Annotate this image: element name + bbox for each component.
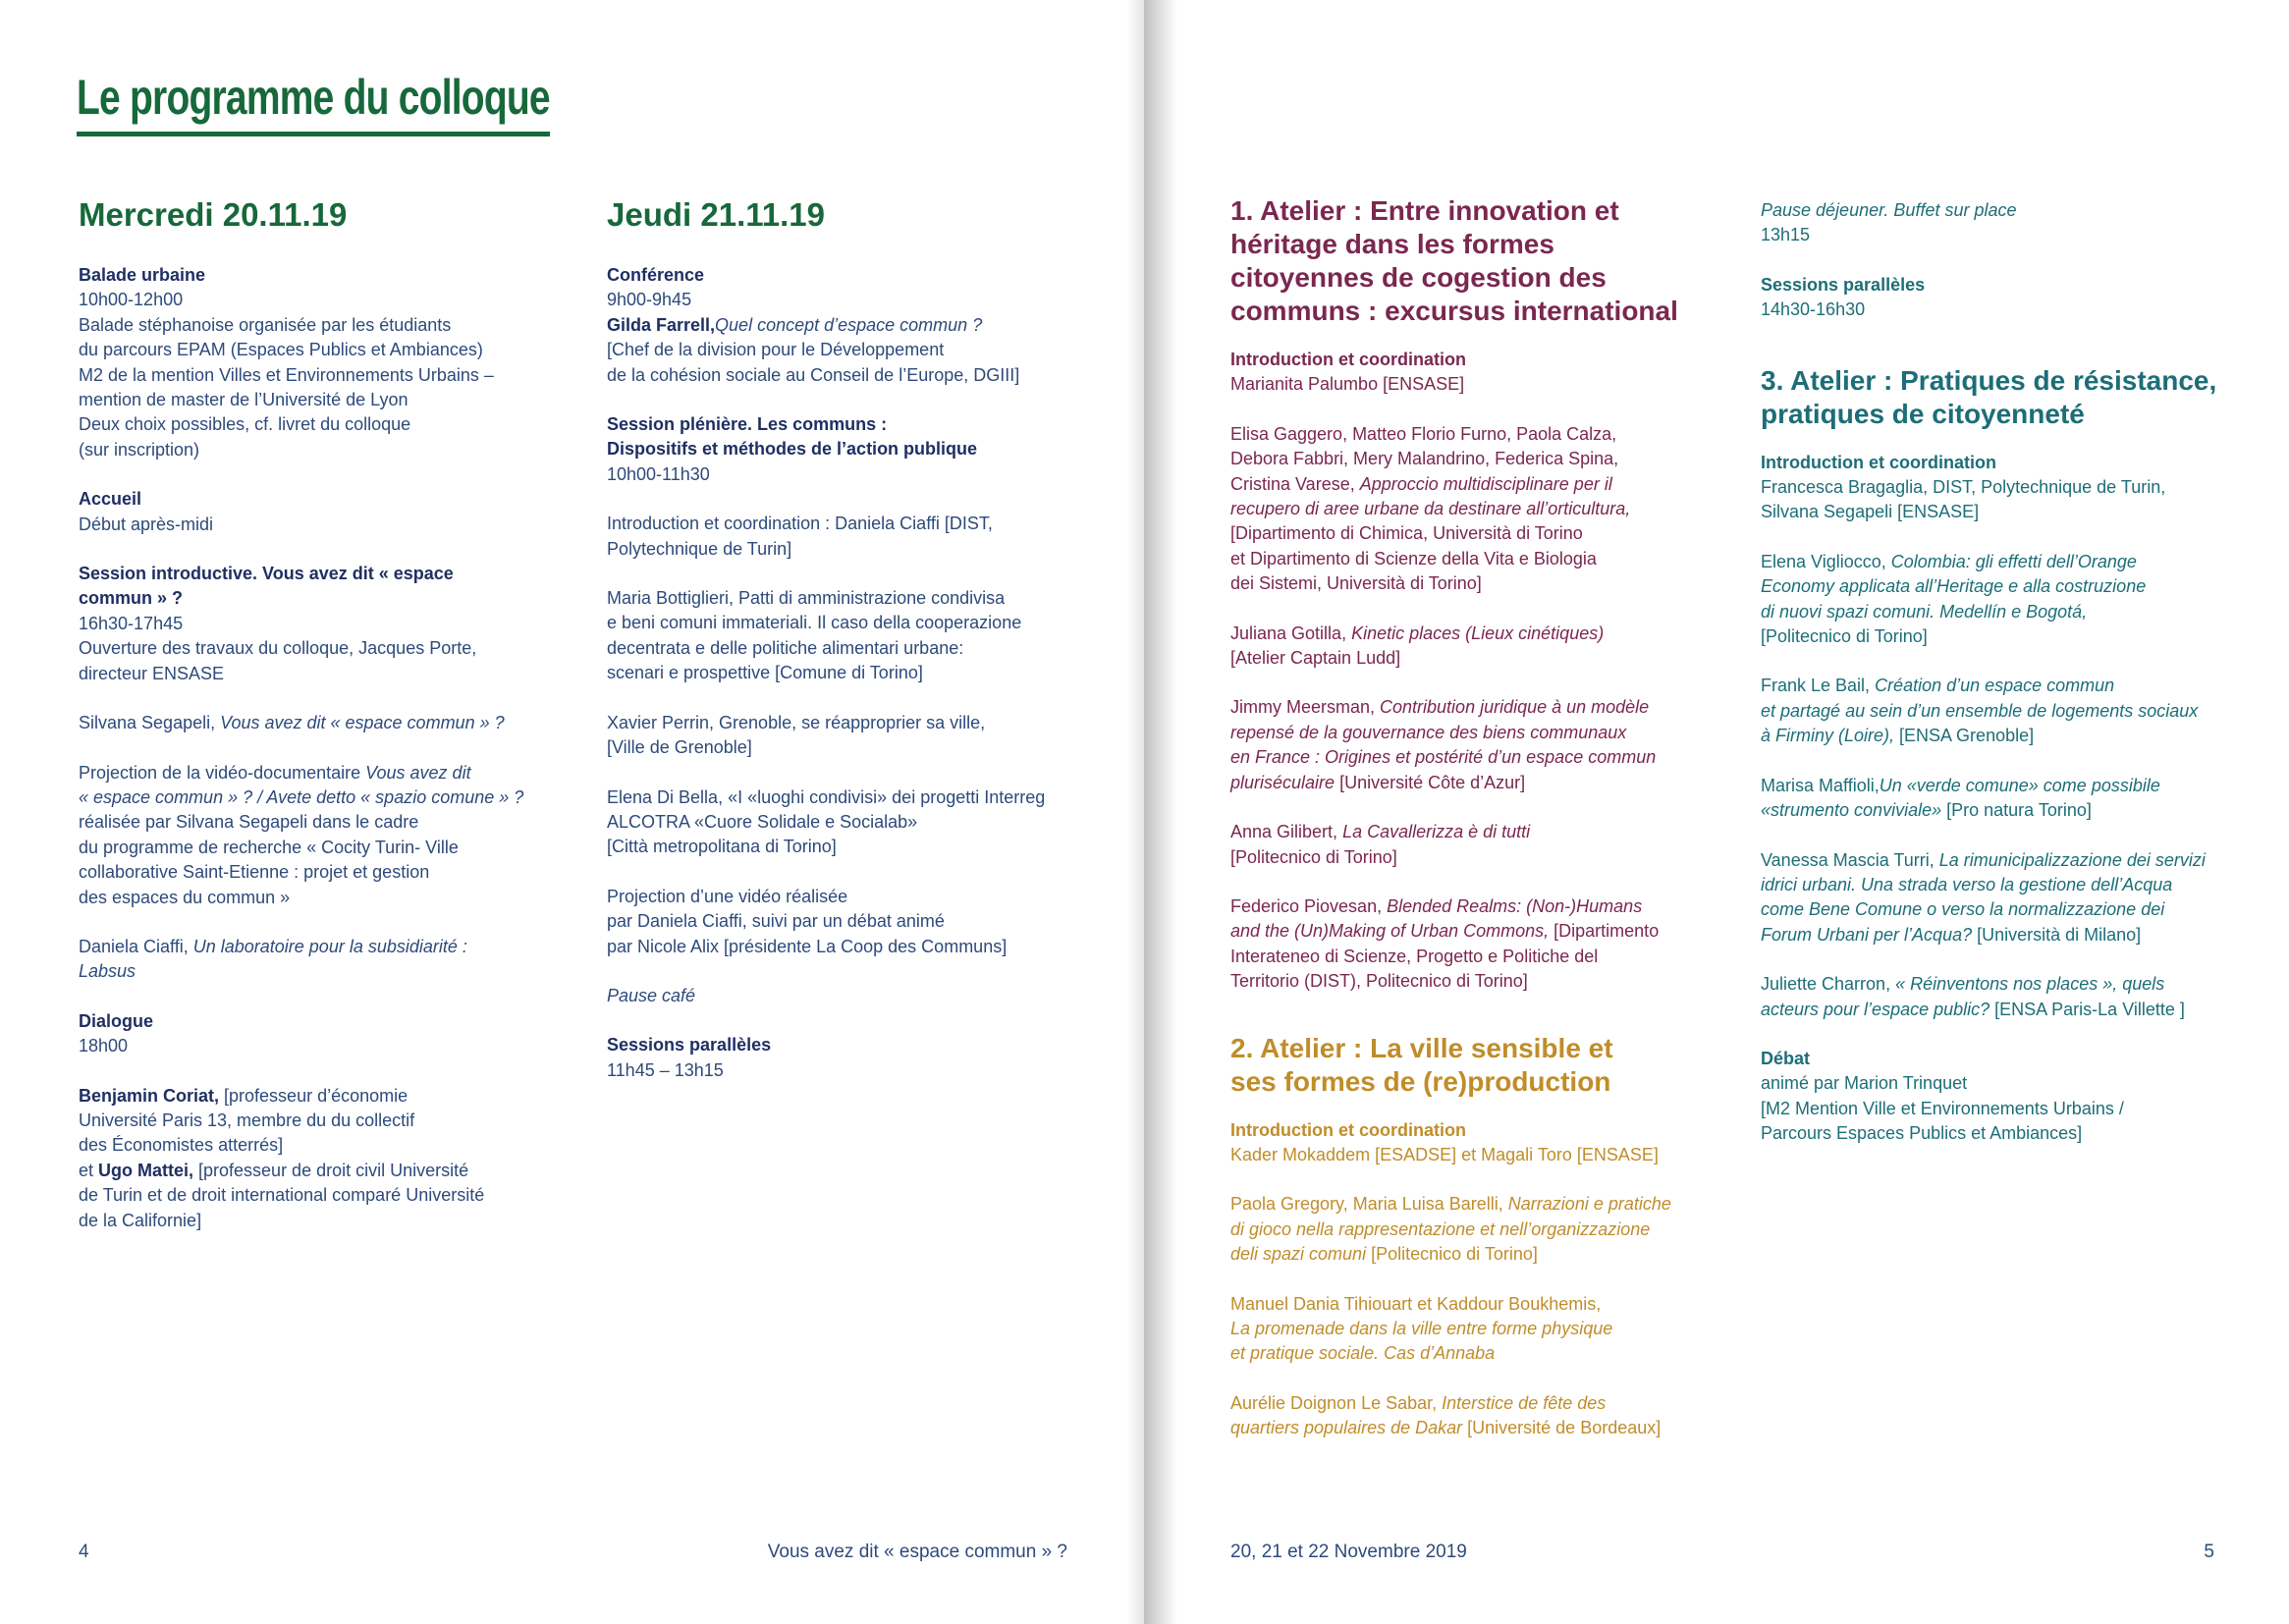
entry-line: Interateneo di Scienze, Progetto e Politiche del: [1230, 946, 1599, 966]
gutter-shadow: [1144, 0, 1177, 1624]
ateliers-column-2: [1761, 198, 2252, 1171]
sessions-paralleles-afternoon: [1761, 273, 2252, 323]
entry-line: et pratique sociale. Cas d’Annaba: [1230, 1343, 1496, 1364]
entry-heading: Session plénière. Les communs :: [607, 414, 888, 435]
entry-line: Pause déjeuner. Buffet sur place: [1761, 200, 2017, 220]
entry-line: et partagé au sein d’un ensemble de logements sociaux: [1761, 700, 2199, 721]
entry-line: Début après-midi: [79, 514, 214, 534]
atelier-3-talk: [1761, 674, 2252, 748]
entry-line: Maria Bottiglieri, Patti di amministrazione condivisa: [607, 588, 1006, 609]
page-number-left: 4: [79, 1542, 89, 1562]
atelier-2-title: 2. Atelier : La ville sensible et ses formes de (re)production: [1230, 1032, 1613, 1097]
entry-line: du parcours EPAM (Espaces Publics et Ambiances): [79, 340, 483, 360]
atelier-1-talk: [1230, 820, 1721, 870]
entry-line: mention de master de l’Université de Lyon: [79, 390, 409, 410]
entry-line: Parcours Espaces Publics et Ambiances]: [1761, 1123, 2083, 1144]
entry-line: Debora Fabbri, Mery Malandrino, Federica Spina,: [1230, 449, 1619, 469]
entry-heading: Sessions parallèles: [1761, 274, 1926, 295]
atelier-1-intro: [1230, 348, 1721, 398]
entry-line: «strumento conviviale» [Pro natura Torino]: [1761, 800, 2092, 821]
entry-heading: Balade urbaine: [79, 265, 206, 285]
program-entry-projection: [79, 761, 570, 910]
entry-line: « espace commun » ? / Avete detto « spazio comune » ?: [79, 786, 524, 807]
entry-line: Federico Piovesan, Blended Realms: (Non-)Humans: [1230, 895, 1643, 916]
atelier-2-talk: [1230, 1292, 1721, 1367]
entry-line: Forum Urbani per l’Acqua? [Università di Milano]: [1761, 924, 2142, 945]
entry-line: Benjamin Coriat, [professeur d’économie: [79, 1085, 409, 1106]
entry-heading: Introduction et coordination: [1761, 452, 1996, 472]
entry-line: Juliana Gotilla, Kinetic places (Lieux cinétiques): [1230, 623, 1605, 643]
atelier-3-talk: [1761, 972, 2252, 1022]
entry-heading: Introduction et coordination: [1230, 350, 1466, 369]
entry-line: des espaces du commun »: [79, 887, 291, 907]
atelier-2-talk: [1230, 1192, 1721, 1267]
entry-heading: Accueil: [79, 489, 142, 510]
ateliers-column-1: [1230, 194, 1721, 1466]
program-entry-pleniere: [607, 412, 1117, 487]
entry-line: 18h00: [79, 1036, 129, 1056]
atelier-1: [1230, 194, 1721, 995]
entry-line: di gioco nella rappresentazione et nell’organizzazione: [1230, 1218, 1651, 1239]
atelier-1-talk: [1230, 894, 1721, 995]
entry-line: des Économistes atterrés]: [79, 1135, 284, 1156]
entry-line: Economy applicata all’Heritage e alla costruzione: [1761, 576, 2147, 597]
entry-heading: Conférence: [607, 265, 705, 285]
atelier-1-talk: [1230, 695, 1721, 795]
atelier-3-talk: [1761, 848, 2252, 948]
entry-line: [Politecnico di Torino]: [1761, 626, 1928, 647]
entry-line: du programme de recherche « Cocity Turin- Ville: [79, 837, 459, 857]
entry-line: [Atelier Captain Ludd]: [1230, 648, 1401, 669]
entry-line: Jimmy Meersman, Contribution juridique à un modèle: [1230, 697, 1650, 718]
entry-line: 16h30-17h45: [79, 613, 184, 633]
entry-line: ALCOTRA «Cuore Solidale e Socialab»: [607, 811, 918, 832]
atelier-3-intro: [1761, 451, 2252, 525]
entry-heading: commun » ?: [79, 588, 184, 609]
entry-line: 13h15: [1761, 225, 1811, 245]
entry-line: 10h00-12h00: [79, 290, 184, 310]
entry-line: scenari e prospettive [Comune di Torino]: [607, 663, 923, 683]
entry-line: [Politecnico di Torino]: [1230, 846, 1397, 867]
atelier-2: [1230, 1032, 1721, 1441]
program-entry-speakers: [79, 1084, 570, 1233]
entry-line: Elena Vigliocco, Colombia: gli effetti dell’Orange: [1761, 551, 2137, 571]
entry-line: et Ugo Mattei, [professeur de droit civil Université: [79, 1160, 469, 1180]
entry-line: réalisée par Silvana Segapeli dans le cadre: [79, 812, 419, 833]
entry-line: Balade stéphanoise organisée par les étudiants: [79, 314, 452, 335]
entry-line: recupero di aree urbane da destinare all’orticultura,: [1230, 499, 1631, 519]
entry-line: animé par Marion Trinquet: [1761, 1073, 1968, 1094]
pause-dejeuner: [1761, 198, 2252, 248]
entry-line: (sur inscription): [79, 439, 200, 460]
atelier-3: [1761, 364, 2252, 1147]
entry-line: [Dipartimento di Chimica, Università di Torino: [1230, 523, 1583, 544]
program-entry-projection-video: [607, 885, 1117, 959]
entry-line: [Città metropolitana di Torino]: [607, 837, 837, 857]
entry-line: Polytechnique de Turin]: [607, 538, 792, 559]
thursday-column: [607, 196, 1117, 1108]
entry-line: Kader Mokaddem [ESADSE] et Magali Toro [ENSASE]: [1230, 1144, 1659, 1164]
page-title: Le programme du colloque: [77, 69, 550, 136]
gutter-shadow: [1126, 0, 1144, 1624]
entry-line: directeur ENSASE: [79, 663, 225, 683]
entry-line: Frank Le Bail, Création d’un espace commun: [1761, 676, 2115, 696]
entry-heading: Session introductive. Vous avez dit « espace: [79, 564, 454, 584]
entry-line: Paola Gregory, Maria Luisa Barelli, Narrazioni e pratiche: [1230, 1194, 1671, 1215]
entry-line: e beni comuni immateriali. Il caso della cooperazione: [607, 613, 1022, 633]
entry-line: repensé de la gouvernance des biens communaux: [1230, 722, 1627, 742]
entry-line: deli spazi comuni [Politecnico di Torino]: [1230, 1244, 1538, 1265]
entry-line: de Turin et de droit international comparé Université: [79, 1185, 485, 1206]
running-footer-right: 20, 21 et 22 Novembre 2019: [1230, 1542, 1467, 1562]
program-entry-perrin: [607, 711, 1117, 761]
entry-line: en France : Origines et postérité d’un espace commun: [1230, 747, 1657, 768]
program-entry-introduction: [607, 512, 1117, 562]
entry-line: pluriséculaire [Université Côte d’Azur]: [1230, 772, 1526, 792]
entry-line: acteurs pour l’espace public? [ENSA Paris-La Villette ]: [1761, 999, 2185, 1019]
entry-line: Marianita Palumbo [ENSASE]: [1230, 374, 1465, 395]
entry-line: come Bene Comune o verso la normalizzazione dei: [1761, 899, 2165, 920]
entry-heading: Introduction et coordination: [1230, 1119, 1466, 1140]
program-entry-accueil: [79, 487, 570, 537]
entry-heading: Dispositifs et méthodes de l’action publique: [607, 439, 978, 460]
entry-line: [Ville de Grenoble]: [607, 737, 752, 758]
entry-line: [Chef de la division pour le Développement: [607, 340, 945, 360]
program-entry-ciaffi: [79, 935, 570, 985]
entry-line: dei Sistemi, Università di Torino]: [1230, 573, 1482, 594]
entry-line: Projection d’une vidéo réalisée: [607, 886, 848, 906]
program-entry-dialogue: [79, 1009, 570, 1059]
entry-line: de la cohésion sociale au Conseil de l’Europe, DGIII]: [607, 364, 1020, 385]
entry-line: decentrata e delle politiche alimentari urbane:: [607, 637, 964, 658]
entry-line: M2 de la mention Villes et Environnements Urbains –: [79, 364, 494, 385]
left-page: [0, 0, 1144, 1624]
entry-line: [M2 Mention Ville et Environnements Urbains /: [1761, 1098, 2124, 1118]
entry-line: Marisa Maffioli,Un «verde comune» come possibile: [1761, 775, 2160, 795]
entry-line: 11h45 – 13h15: [607, 1059, 724, 1080]
entry-line: Pause café: [607, 985, 696, 1005]
entry-line: and the (Un)Making of Urban Commons, [Dipartimento: [1230, 921, 1660, 942]
atelier-2-intro: [1230, 1118, 1721, 1168]
entry-line: Gilda Farrell,Quel concept d’espace commun ?: [607, 314, 983, 335]
atelier-3-talk: [1761, 774, 2252, 824]
entry-line: Francesca Bragaglia, DIST, Polytechnique de Turin,: [1761, 477, 2166, 498]
entry-line: par Daniela Ciaffi, suivi par un débat animé: [607, 911, 945, 932]
atelier-2-talk: [1230, 1391, 1721, 1441]
entry-line: Aurélie Doignon Le Sabar, Interstice de fête des: [1230, 1392, 1607, 1413]
entry-line: Labsus: [79, 961, 136, 982]
atelier-1-talk: [1230, 422, 1721, 597]
program-entry-bottiglieri: [607, 586, 1117, 686]
entry-line: Université Paris 13, membre du du collectif: [79, 1110, 415, 1130]
entry-heading: Sessions parallèles: [607, 1035, 772, 1056]
entry-line: Territorio (DIST), Politecnico di Torino]: [1230, 971, 1528, 992]
entry-line: à Firminy (Loire), [ENSA Grenoble]: [1761, 726, 2035, 746]
entry-line: Anna Gilibert, La Cavallerizza è di tutti: [1230, 822, 1531, 842]
debat: [1761, 1047, 2252, 1147]
entry-heading: Dialogue: [79, 1010, 154, 1031]
program-entry-balade: [79, 263, 570, 462]
entry-line: di nuovi spazi comuni. Medellín e Bogotá,: [1761, 601, 2088, 622]
entry-line: collaborative Saint-Etienne : projet et gestion: [79, 862, 430, 883]
entry-line: Elisa Gaggero, Matteo Florio Furno, Paola Calza,: [1230, 423, 1617, 444]
entry-line: Juliette Charron, « Réinventons nos places », quels: [1761, 974, 2165, 995]
lunch-and-sessions: [1761, 198, 2252, 323]
atelier-3-title: 3. Atelier : Pratiques de résistance, pratiques de citoyenneté: [1761, 364, 2217, 429]
entry-line: Deux choix possibles, cf. livret du colloque: [79, 414, 411, 435]
entry-line: Ouverture des travaux du colloque, Jacques Porte,: [79, 638, 477, 659]
day-title-thursday: Jeudi 21.11.19: [607, 196, 825, 233]
program-entry-sessions-paralleles: [607, 1033, 1117, 1083]
entry-line: Cristina Varese, Approccio multidisciplinare per il: [1230, 473, 1612, 494]
program-entry-pause-cafe: [607, 984, 1117, 1008]
entry-line: 14h30-16h30: [1761, 299, 1866, 320]
entry-line: par Nicole Alix [présidente La Coop des Communs]: [607, 936, 1008, 956]
entry-heading: Débat: [1761, 1048, 1811, 1068]
entry-line: Introduction et coordination : Daniela Ciaffi [DIST,: [607, 514, 993, 534]
entry-line: La promenade dans la ville entre forme physique: [1230, 1318, 1613, 1338]
entry-line: 10h00-11h30: [607, 463, 710, 484]
entry-line: quartiers populaires de Dakar [Université de Bordeaux]: [1230, 1418, 1662, 1438]
entry-line: Projection de la vidéo-documentaire Vous avez dit: [79, 762, 471, 783]
entry-line: Silvana Segapeli [ENSASE]: [1761, 502, 1980, 522]
right-page: [1144, 0, 2289, 1624]
entry-line: Manuel Dania Tihiouart et Kaddour Boukhemis,: [1230, 1293, 1602, 1314]
entry-line: Elena Di Bella, «I «luoghi condivisi» dei progetti Interreg: [607, 786, 1046, 807]
program-entry-di-bella: [607, 785, 1117, 860]
entry-line: Silvana Segapeli, Vous avez dit « espace commun » ?: [79, 713, 505, 733]
program-entry-conference: [607, 263, 1117, 388]
atelier-3-talk: [1761, 550, 2252, 650]
entry-line: Daniela Ciaffi, Un laboratoire pour la subsidiarité :: [79, 936, 467, 956]
entry-line: de la Californie]: [79, 1210, 202, 1230]
entry-line: idrici urbani. Una strada verso la gestione dell’Acqua: [1761, 874, 2173, 894]
wednesday-column: [79, 196, 570, 1258]
day-title-wednesday: Mercredi 20.11.19: [79, 196, 348, 233]
atelier-1-talk: [1230, 622, 1721, 672]
entry-line: Vanessa Mascia Turri, La rimunicipalizzazione dei servizi: [1761, 849, 2206, 870]
program-entry-segapeli: [79, 711, 570, 735]
entry-line: et Dipartimento di Scienze della Vita e Biologia: [1230, 548, 1597, 568]
atelier-1-title: 1. Atelier : Entre innovation et héritage dans les formes citoyennes de cogestion des communs : excursus international: [1230, 195, 1678, 326]
program-entry-session-introductive: [79, 562, 570, 686]
entry-line: 9h00-9h45: [607, 290, 692, 310]
page-number-right: 5: [2204, 1542, 2214, 1562]
entry-line: Xavier Perrin, Grenoble, se réapproprier sa ville,: [607, 712, 986, 732]
running-footer-left: Vous avez dit « espace commun » ?: [767, 1542, 1067, 1562]
